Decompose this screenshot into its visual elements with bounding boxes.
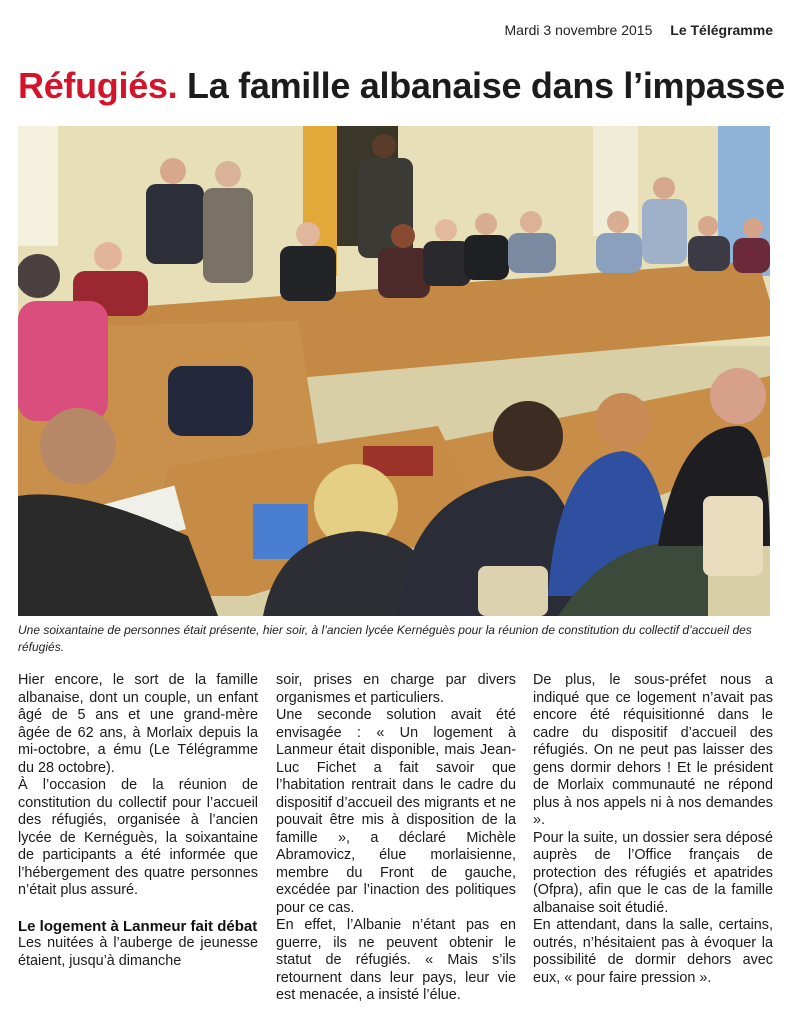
subheading: Le logement à Lanmeur fait débat: [18, 917, 258, 935]
paragraph: Une seconde solution avait été envisagée : « Un logement à Lanmeur était disponible, mais Jean-Luc Fichet a fait savoir que l’habitation rentrait dans le cadre du dispositif d’accueil des migrants et ne pouvait être mis à disposition de la famille », a déclaré Michèle Abramovicz, élue morlaisienne, membre du Front de gauche, excédée par l’inaction des politiques pour ce cas.: [276, 707, 516, 916]
headline: [18, 60, 788, 112]
publication-date: Mardi 3 novembre 2015: [504, 22, 653, 38]
headline-title: La famille albanaise dans l’impasse: [187, 65, 785, 106]
paragraph: soir, prises en charge par divers organismes et particuliers.: [276, 672, 516, 706]
paragraph: En attendant, dans la salle, certains, outrés, n’hésitaient pas à évoquer la possibilité de dormir dehors avec eux, « pour faire pression ».: [533, 917, 773, 986]
paragraph: Les nuitées à l’auberge de jeunesse étaient, jusqu’à dimanche: [18, 935, 258, 969]
paragraph: De plus, le sous-préfet nous a indiqué que ce logement n’avait pas encore été réquisitionné dans le cadre du dispositif d’accueil des réfugiés. On ne peut pas laisser des gens dormir dehors ! Et le président de Morlaix communauté ne répond plus à nos appels ni à nos demandes ».: [533, 672, 773, 828]
headline-kicker: Réfugiés.: [18, 65, 178, 106]
newspaper-name: Le Télégramme: [670, 22, 773, 38]
article-column-3: [533, 672, 773, 987]
article-column-2: [276, 672, 516, 1005]
paragraph: Hier encore, le sort de la famille albanaise, dont un couple, un enfant âgé de 5 ans et une grand-mère âgée de 62 ans, à Morlaix depuis la mi-octobre, a ému (Le Télégramme du 28 octobre).: [18, 672, 258, 776]
masthead: [505, 22, 773, 38]
photo-caption: Une soixantaine de personnes était présente, hier soir, à l’ancien lycée Kernéguès pour la réunion de constitution du collectif d’accueil des réfugiés.: [18, 623, 752, 654]
paragraph: À l’occasion de la réunion de constitution du collectif pour l’accueil des réfugiés, organisée à l’ancien lycée de Kernéguès, la soixantaine de participants a été informée que l’hébergement des quatre personnes n’était plus assuré.: [18, 777, 258, 898]
paragraph: En effet, l’Albanie n’étant pas en guerre, ils ne peuvent obtenir le statut de réfugiés. « Mais s’ils retournent dans leur pays, leur vie est menacée, a insisté l’élue.: [276, 917, 516, 1003]
article-column-1: [18, 672, 258, 970]
paragraph: Pour la suite, un dossier sera déposé auprès de l’Office français de protection des réfugiés et apatrides (Ofpra), afin que le cas de la famille albanaise soit étudié.: [533, 829, 773, 916]
article-photo: [18, 126, 770, 616]
